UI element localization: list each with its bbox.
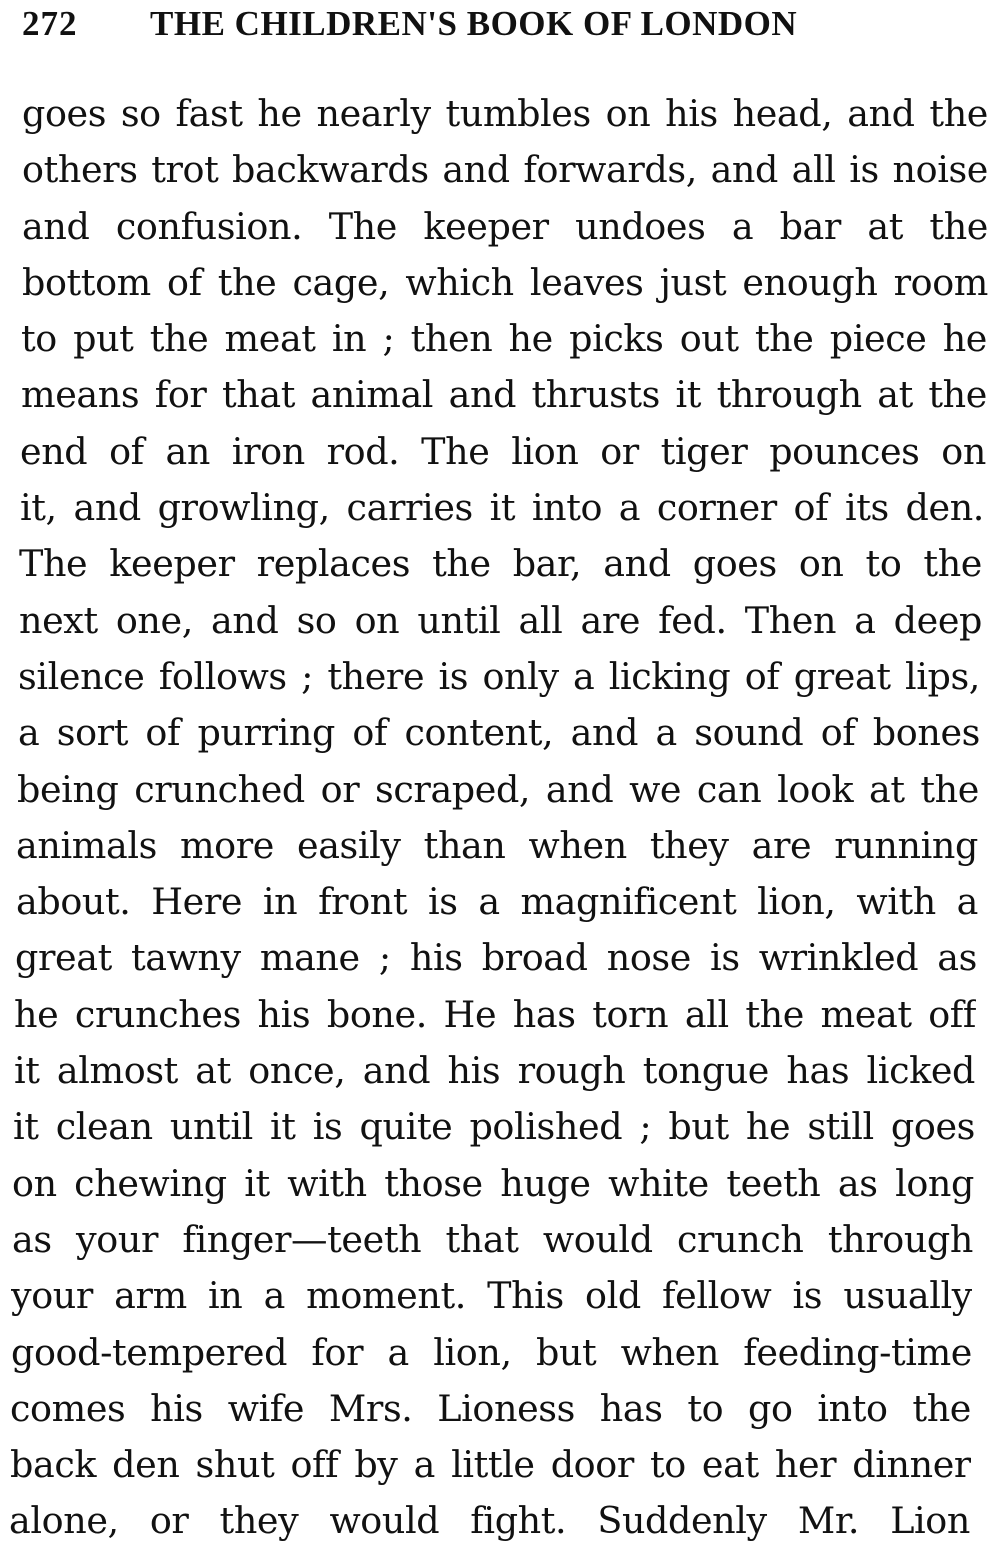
text-line: it clean until it is quite polished ; but he still goes	[13, 1105, 975, 1149]
text-line: next one, and so on until all are fed. Then a deep	[19, 598, 982, 642]
text-line: it, and growling, carries it into a corner of its den.	[20, 486, 984, 530]
text-line: means for that animal and thrusts it through at the	[21, 373, 987, 417]
text-line: comes his wife Mrs. Lioness has to go into the	[10, 1386, 971, 1430]
text-line: and confusion. The keeper undoes a bar at the	[22, 204, 988, 248]
text-line: end of an iron rod. The lion or tiger pounces on	[20, 429, 986, 473]
text-line: on chewing it with those huge white teeth as long	[12, 1161, 974, 1205]
text-line: a sort of purring of content, and a sound of bones	[18, 711, 980, 755]
text-line: he crunches his bone. He has torn all the meat off	[14, 992, 976, 1036]
page-number: 272	[22, 4, 78, 43]
text-line: bottom of the cage, which leaves just enough room	[22, 260, 988, 304]
text-line: your arm in a moment. This old fellow is usually	[11, 1274, 972, 1318]
text-line: others trot backwards and forwards, and all is noise	[22, 148, 988, 192]
text-line: as your finger—teeth that would crunch through	[12, 1217, 973, 1261]
text-line: silence follows ; there is only a licking of great lips,	[18, 654, 980, 698]
text-line: about. Here in front is a magnificent lion, with a	[16, 880, 978, 924]
body-text	[0, 86, 1000, 1550]
text-line: good-tempered for a lion, but when feeding-time	[11, 1330, 972, 1374]
text-line: alone, or they would fight. Suddenly Mr. Lion	[9, 1499, 970, 1543]
text-line: being crunched or scraped, and we can look at the	[17, 767, 979, 811]
running-head: THE CHILDREN'S BOOK OF LONDON	[150, 4, 798, 43]
text-line: animals more easily than when they are running	[16, 823, 978, 867]
text-line: great tawny mane ; his broad nose is wrinkled as	[15, 936, 977, 980]
text-line: goes so fast he nearly tumbles on his head, and the	[22, 92, 988, 135]
text-line: to put the meat in ; then he picks out the piece he	[21, 317, 987, 361]
text-line: it almost at once, and his rough tongue has licked	[14, 1049, 975, 1093]
page-header	[22, 2, 982, 46]
text-line: back den shut off by a little door to eat her dinner	[10, 1443, 971, 1487]
text-line: The keeper replaces the bar, and goes on to the	[19, 542, 982, 586]
